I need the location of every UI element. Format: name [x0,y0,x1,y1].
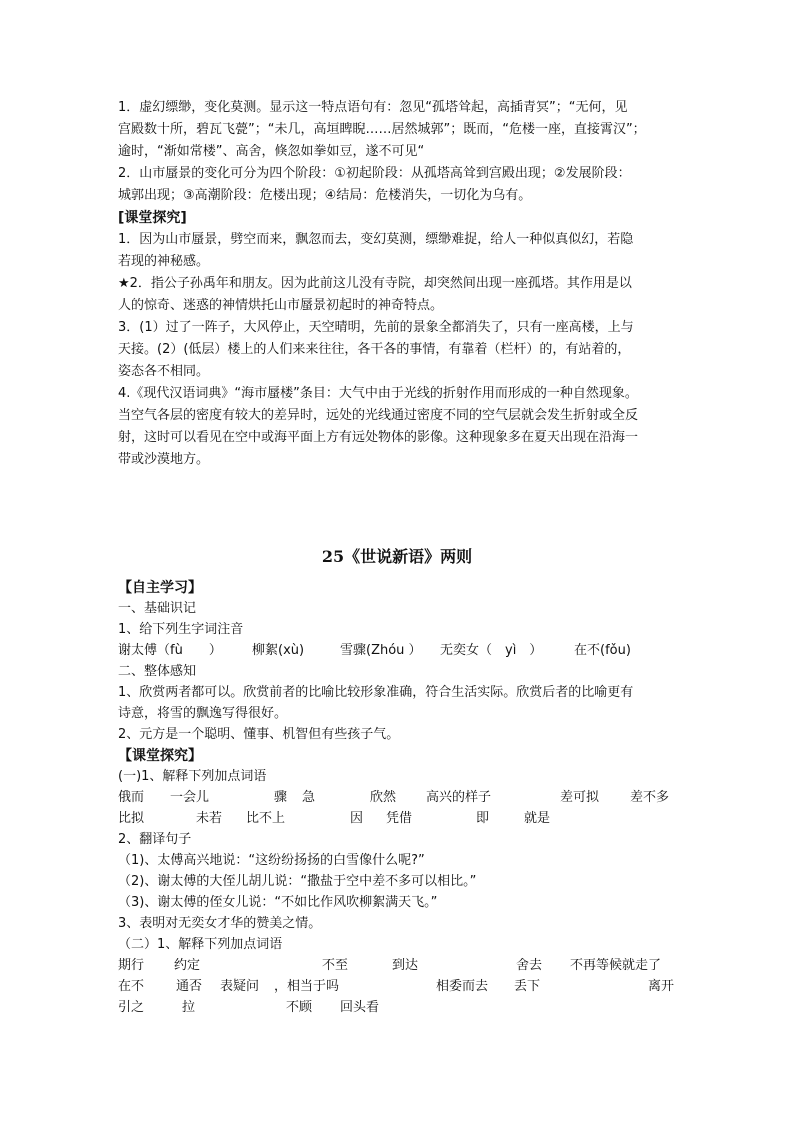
word-item: 离开 [648,979,675,994]
answer-line: 天接。(2）(低层）楼上的人们来来往往，各干各的事情，有靠着（栏杆）的，有站着的， [118,342,631,357]
pinyin-item: 无奕女（ yì ） [440,643,543,658]
text-line: （1)、太傅高兴地说：“这纷纷扬扬的白雪像什么呢?” [118,853,425,868]
answer-line: 若现的神秘感。 [118,254,210,269]
word-item: 拉 [182,1000,196,1015]
word-item: 表疑问 [220,979,260,994]
section-heading: 【自主学习】 [118,580,202,596]
word-item: ，相当于吗 [274,979,340,994]
answer-line: 逾时，“渐如常楼”、高舍，倏忽如拳如豆，遂不可见“ [118,144,425,159]
answer-line: ★2．指公子孙禹年和朋友。因为此前这儿没有寺院，却突然间出现一座孤塔。其作用是以 [118,276,632,291]
word-item: 欣然 [370,790,397,805]
word-item: 差可拟 [560,790,600,805]
word-item: 未若 [196,811,223,826]
word-item: 凭借 [386,811,413,826]
word-item: 不再等候就走了 [570,958,662,973]
word-item: 差不多 [630,790,670,805]
answer-line: 城郭出现；③高潮阶段：危楼出现；④结局：危楼消失，一切化为乌有。 [118,188,532,203]
word-item: 舍去 [516,958,543,973]
word-item: 高兴的样子 [426,790,492,805]
answer-line: 射，这时可以看见在空中或海平面上方有远处物体的影像。这种现象多在夏天出现在沿海一 [118,430,639,445]
text-line: 1、给下列生字词注音 [118,622,244,637]
word-item: 到达 [392,958,419,973]
answer-line: 当空气各层的密度有较大的差异时，远处的光线通过密度不同的空气层就会发生折射或全反 [118,408,639,423]
text-line: 2、翻译句子 [118,832,192,847]
answer-line: 3．(1）过了一阵子，大风停止，天空晴明，先前的景象全都消失了，只有一座高楼，上与 [118,320,634,335]
word-item: 不至 [322,958,349,973]
word-item: 因 [350,811,364,826]
word-item: 比拟 [118,811,145,826]
answer-line: 姿态各不相同。 [118,364,210,379]
word-item: 急 [302,790,316,805]
answer-line: 带或沙漠地方。 [118,452,210,467]
word-item: 不顾 [286,1000,313,1015]
answer-line: 4.《现代汉语词典》“海市蜃楼”条目：大气中由于光线的折射作用而形成的一种自然现象。 [118,386,638,401]
pinyin-item: 在不(fǒu) [574,643,631,658]
word-item: 引之 [118,1000,145,1015]
word-item: 骤 [274,790,288,805]
word-item: 相委而去 [436,979,489,994]
word-item: 比不上 [246,811,286,826]
text-line: (一)1、解释下列加点词语 [118,769,267,784]
word-item: 就是 [524,811,551,826]
text-line: 3、表明对无奕女才华的赞美之情。 [118,916,322,931]
lesson-title: 25《世说新语》两则 [321,547,473,566]
section-heading: 【课堂探究】 [118,748,202,764]
word-item: 约定 [174,958,201,973]
word-item: 即 [476,811,490,826]
pinyin-item: 柳絮(xù) [252,643,305,658]
text-line: （3)、谢太傅的侄女儿说：“不如比作风吹柳絮满天飞。” [118,895,438,910]
answer-line: 人的惊奇、迷惑的神情烘托山市蜃景初起时的神奇特点。 [118,298,444,313]
text-line: （2)、谢太傅的大侄儿胡儿说：“撒盐于空中差不多可以相比。” [118,874,477,889]
text-line: 一、基础识记 [118,601,197,616]
answer-line: 宫殿数十所，碧瓦飞甍”；“未几，高垣睥睨……居然城郭”；既而，“危楼一座，直接霄汉”； [118,122,646,137]
word-item: 期行 [118,958,145,973]
text-line: 诗意，将雪的飘逸写得很好。 [118,706,288,721]
word-item: 一会儿 [170,790,210,805]
section-heading: [课堂探究] [118,210,187,226]
pinyin-item: 雪骤(Zhóu ） [340,643,422,658]
pinyin-item: 谢太傅（fù ） [118,643,222,658]
text-line: 2、元方是一个聪明、懂事、机智但有些孩子气。 [118,727,400,742]
word-item: 通否 [176,979,203,994]
word-item: 丢下 [514,979,541,994]
answer-line: 2．山市蜃景的变化可分为四个阶段：①初起阶段：从孤塔高耸到宫殿出现；②发展阶段： [118,166,631,181]
answer-line: 1．虚幻缥缈，变化莫测。显示这一特点语句有：忽见“孤塔耸起，高插青冥”；“无何，见 [118,100,628,115]
text-line: 二、整体感知 [118,664,197,679]
word-item: 俄而 [118,790,145,805]
answer-line: 1．因为山市蜃景，劈空而来，飘忽而去，变幻莫测，缥缈难捉，给人一种似真似幻，若隐 [118,232,634,247]
word-item: 在不 [118,979,145,994]
word-item: 回头看 [340,1000,380,1015]
text-line: 1、欣赏两者都可以。欣赏前者的比喻比较形象准确，符合生活实际。欣赏后者的比喻更有 [118,685,634,700]
text-line: （二）1、解释下列加点词语 [118,937,283,952]
